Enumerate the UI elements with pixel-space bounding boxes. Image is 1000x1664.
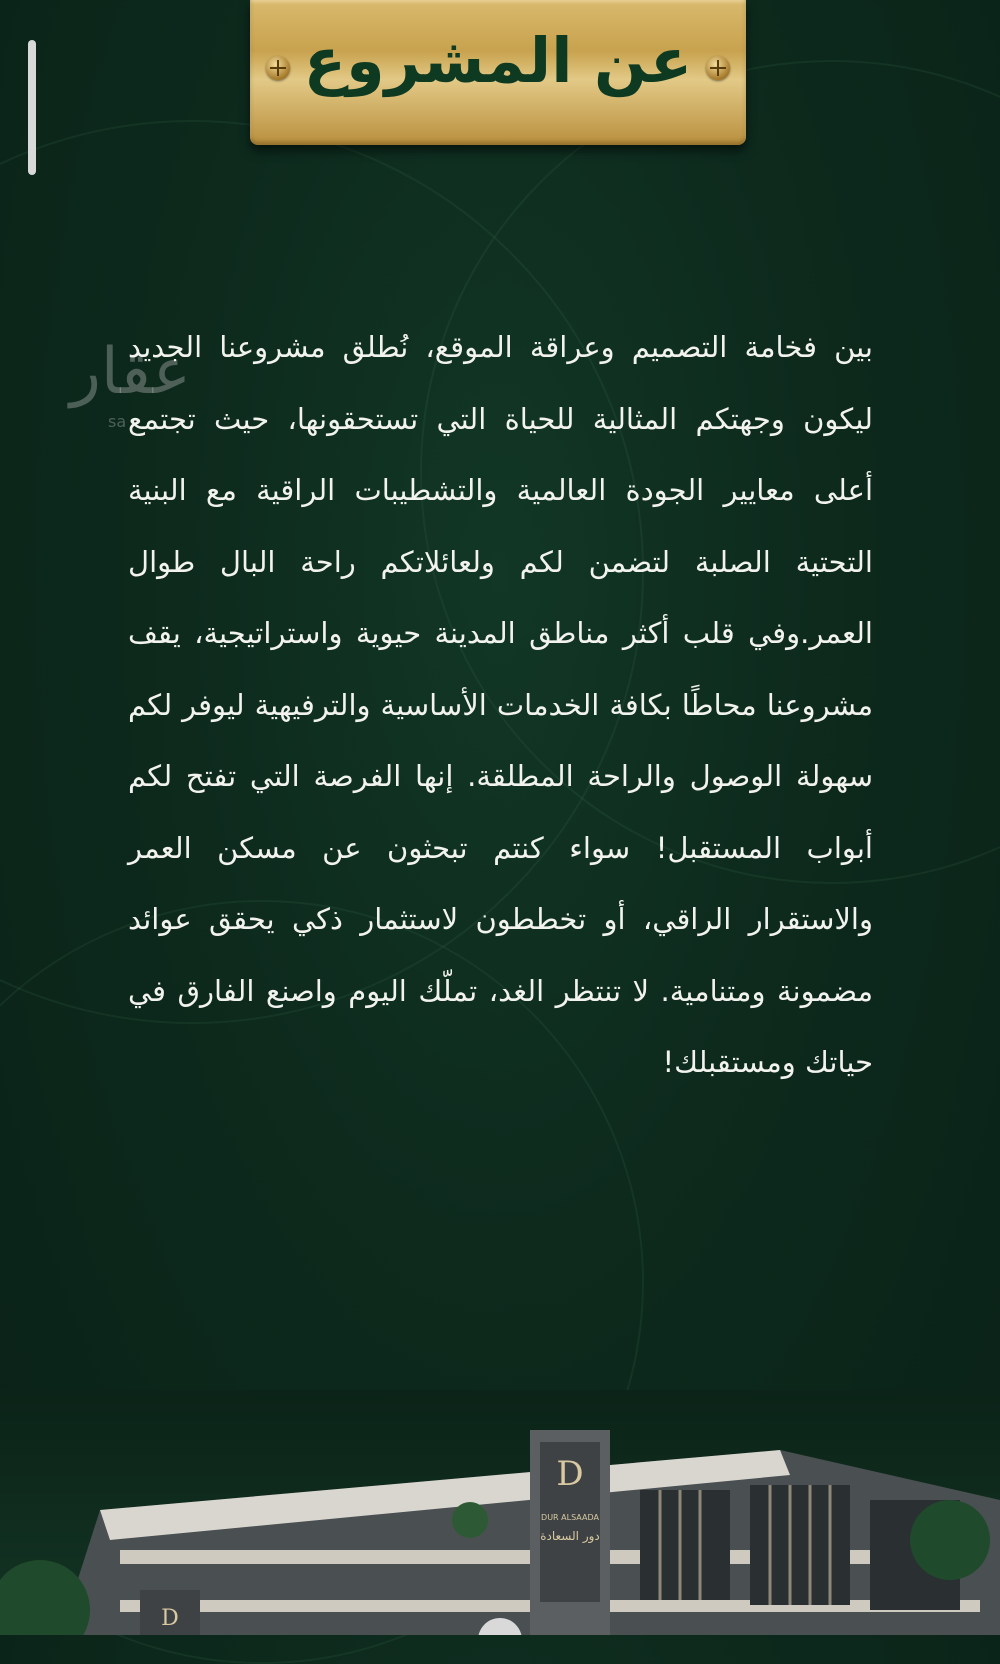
svg-text:D: D: [161, 1606, 179, 1631]
watermark-sub: sa: [108, 412, 127, 431]
building-illustration: [0, 1390, 1000, 1635]
title-plaque: [250, 0, 746, 145]
page-title: عن المشروع: [303, 24, 693, 97]
sign-arabic: دور السعادة: [540, 1529, 600, 1543]
building-render: [0, 1390, 1000, 1635]
scrollbar[interactable]: [28, 40, 36, 175]
watermark-logo: عقار: [70, 335, 191, 409]
screw-icon: [706, 56, 730, 80]
project-description: بين فخامة التصميم وعراقة الموقع، نُطلق مشروعنا الجديد ليكون وجهتكم المثالية للحياة التي تستحقونها، حيث تجتمع أعلى معايير الجودة العالمية والتشطيبات الراقية مع البنية التحتية الصلبة لتضمن لكم ولعائلاتكم راحة البال طوال العمر.وفي قلب أكثر مناطق المدينة حيوية واستراتيجية، يقف مشروعنا محاطًا بكافة الخدمات الأساسية والترفيهية ليوفر لكم سهولة الوصول والراحة المطلقة. إنها الفرصة التي تفتح لكم أبواب المستقبل! سواء كنتم تبحثون عن مسكن العمر والاستقرار الراقي، أو تخططون لاستثمار ذكي يحقق عوائد مضمونة ومتنامية. لا تنتظر الغد، تملّك اليوم واصنع الفارق في حياتك ومستقبلك!: [128, 330, 873, 1079]
sign-latin: DUR ALSAADA: [541, 1513, 599, 1522]
svg-text:D: D: [556, 1454, 584, 1494]
